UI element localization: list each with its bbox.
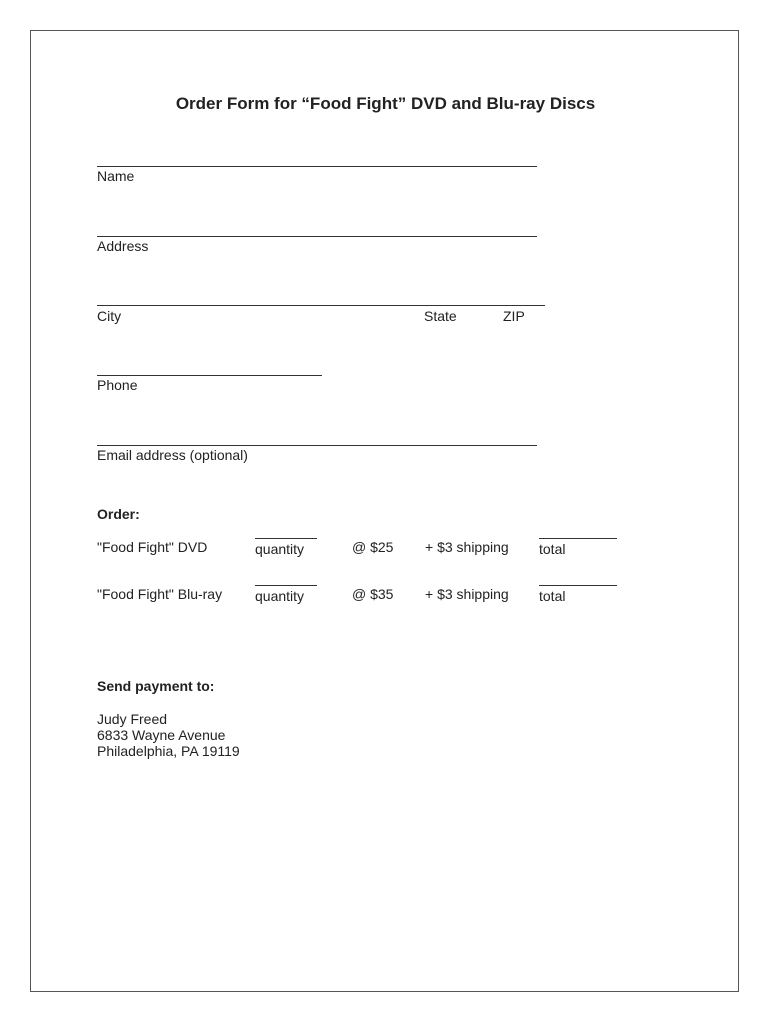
- payment-street: 6833 Wayne Avenue: [97, 727, 226, 743]
- payment-city: Philadelphia, PA 19119: [97, 743, 240, 759]
- price-dvd: @ $25: [352, 539, 394, 555]
- city-state-zip-line[interactable]: [97, 305, 545, 306]
- quantity-line-bluray[interactable]: [255, 585, 317, 586]
- phone-line[interactable]: [97, 375, 322, 376]
- email-label: Email address (optional): [97, 447, 248, 463]
- order-item-dvd: "Food Fight" DVD: [97, 539, 208, 555]
- name-line[interactable]: [97, 166, 537, 167]
- email-line[interactable]: [97, 445, 537, 446]
- city-label: City: [97, 308, 122, 324]
- payment-name: Judy Freed: [97, 711, 168, 727]
- phone-label: Phone: [97, 377, 138, 393]
- shipping-dvd: + $3 shipping: [425, 539, 509, 555]
- name-label: Name: [97, 168, 135, 184]
- form-page: [30, 30, 739, 992]
- quantity-label-bluray: quantity: [255, 588, 305, 604]
- quantity-line-dvd[interactable]: [255, 538, 317, 539]
- price-bluray: @ $35: [352, 586, 394, 602]
- state-label: State: [424, 308, 457, 324]
- payment-heading: Send payment to:: [97, 678, 215, 694]
- zip-label: ZIP: [503, 308, 525, 324]
- order-item-bluray: "Food Fight" Blu-ray: [97, 586, 223, 602]
- page-title: Order Form for “Food Fight” DVD and Blu-ray Discs: [175, 94, 596, 113]
- address-label: Address: [97, 238, 149, 254]
- total-line-bluray[interactable]: [539, 585, 617, 586]
- total-line-dvd[interactable]: [539, 538, 617, 539]
- shipping-bluray: + $3 shipping: [425, 586, 509, 602]
- address-line[interactable]: [97, 236, 537, 237]
- total-label-dvd: total: [539, 541, 566, 557]
- quantity-label-dvd: quantity: [255, 541, 305, 557]
- order-heading: Order:: [97, 506, 140, 522]
- total-label-bluray: total: [539, 588, 566, 604]
